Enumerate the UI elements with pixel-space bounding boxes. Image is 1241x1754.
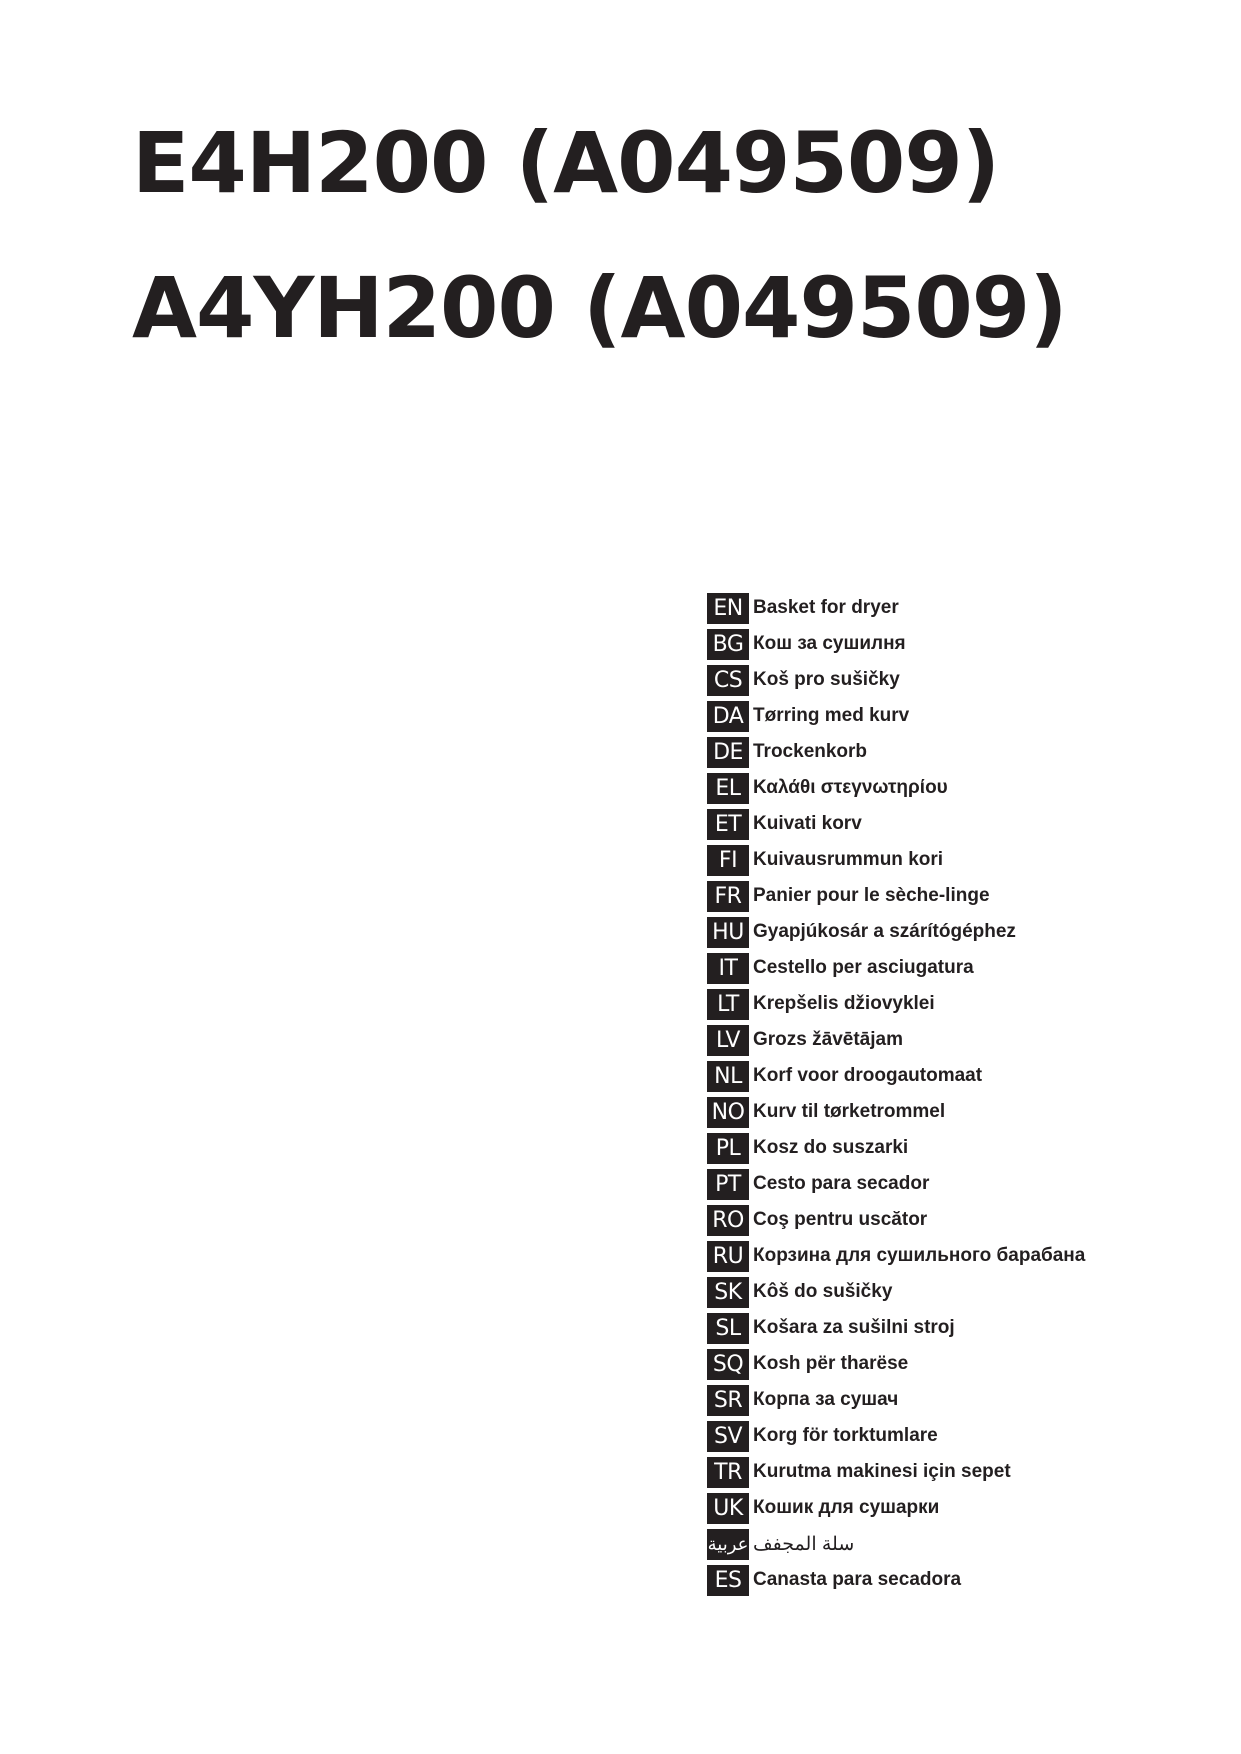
language-code-badge: BG: [707, 629, 749, 660]
language-product-name: Cestello per asciugatura: [753, 957, 974, 978]
language-product-name: سلة المجفف: [753, 1533, 855, 1555]
language-code-badge: عربية: [707, 1529, 749, 1560]
language-product-name: Korg för torktumlare: [753, 1425, 938, 1446]
language-row: [707, 1418, 1085, 1454]
language-row: [707, 734, 1085, 770]
language-code-badge: ET: [707, 809, 749, 840]
language-code-badge: EL: [707, 773, 749, 804]
language-product-name: Корпа за сушач: [753, 1389, 899, 1410]
language-code-badge: SL: [707, 1313, 749, 1344]
language-code-badge: PT: [707, 1169, 749, 1200]
language-product-name: Кош за сушилня: [753, 633, 906, 654]
language-code-badge: SV: [707, 1421, 749, 1452]
language-code-badge: FI: [707, 845, 749, 876]
language-product-name: Trockenkorb: [753, 741, 868, 762]
language-row: [707, 1454, 1085, 1490]
language-product-name: Kôš do sušičky: [753, 1281, 893, 1302]
language-row: [707, 1094, 1085, 1130]
language-product-name: Basket for dryer: [753, 597, 899, 618]
language-product-name: Cesto para secador: [753, 1173, 930, 1194]
language-product-name: Kuivausrummun kori: [753, 849, 944, 870]
language-product-name: Gyapjúkosár a szárítógéphez: [753, 921, 1016, 942]
language-code-badge: CS: [707, 665, 749, 696]
language-product-name: Krepšelis džiovyklei: [753, 993, 935, 1014]
language-code-badge: LT: [707, 989, 749, 1020]
language-code-badge: HU: [707, 917, 749, 948]
language-row: [707, 1022, 1085, 1058]
language-product-name: Koš pro sušičky: [753, 669, 900, 690]
language-code-badge: SR: [707, 1385, 749, 1416]
language-row: [707, 1490, 1085, 1526]
language-product-name: Корзина для сушильного барабана: [753, 1245, 1086, 1266]
language-row: [707, 842, 1085, 878]
language-row: [707, 1058, 1085, 1094]
language-row: [707, 914, 1085, 950]
language-product-name: Kurutma makinesi için sepet: [753, 1461, 1011, 1482]
language-code-badge: SK: [707, 1277, 749, 1308]
language-row: [707, 1166, 1085, 1202]
language-code-badge: TR: [707, 1457, 749, 1488]
language-row: [707, 878, 1085, 914]
language-code-badge: FR: [707, 881, 749, 912]
language-product-name: Tørring med kurv: [753, 705, 910, 726]
language-product-name: Grozs žāvētājam: [753, 1029, 903, 1050]
language-row: [707, 1238, 1085, 1274]
language-code-badge: DA: [707, 701, 749, 732]
language-code-badge: IT: [707, 953, 749, 984]
language-row: [707, 1130, 1085, 1166]
language-code-badge: EN: [707, 593, 749, 624]
language-code-badge: NL: [707, 1061, 749, 1092]
language-product-name: Košara za sušilni stroj: [753, 1317, 955, 1338]
language-row: [707, 1202, 1085, 1238]
language-row: [707, 1526, 1085, 1562]
language-product-name: Kosz do suszarki: [753, 1137, 909, 1158]
language-product-name: Кошик для сушарки: [753, 1497, 940, 1518]
language-code-badge: ES: [707, 1565, 749, 1596]
language-row: [707, 806, 1085, 842]
language-row: [707, 986, 1085, 1022]
language-row: [707, 1346, 1085, 1382]
language-code-badge: PL: [707, 1133, 749, 1164]
language-row: [707, 1562, 1085, 1598]
language-row: [707, 1382, 1085, 1418]
language-row: [707, 1310, 1085, 1346]
language-product-name: Καλάθι στεγνωτηρίου: [753, 777, 948, 798]
language-code-badge: SQ: [707, 1349, 749, 1380]
language-product-name: Korf voor droogautomaat: [753, 1065, 983, 1086]
language-code-badge: RO: [707, 1205, 749, 1236]
language-code-badge: DE: [707, 737, 749, 768]
language-row: [707, 770, 1085, 806]
language-row: [707, 662, 1085, 698]
language-row: [707, 1274, 1085, 1310]
language-list: [707, 590, 1085, 1598]
language-row: [707, 590, 1085, 626]
model-title-secondary: A4YH200 (A049509): [132, 259, 1067, 357]
language-code-badge: RU: [707, 1241, 749, 1272]
language-product-name: Panier pour le sèche-linge: [753, 885, 990, 906]
language-row: [707, 698, 1085, 734]
language-row: [707, 950, 1085, 986]
language-product-name: Coş pentru uscător: [753, 1209, 928, 1230]
language-product-name: Kuivati korv: [753, 813, 862, 834]
model-title-primary: E4H200 (A049509): [132, 114, 1000, 212]
language-row: [707, 626, 1085, 662]
language-product-name: Kosh për tharëse: [753, 1353, 909, 1374]
language-product-name: Kurv til tørketrommel: [753, 1101, 946, 1122]
language-code-badge: UK: [707, 1493, 749, 1524]
language-code-badge: NO: [707, 1097, 749, 1128]
language-product-name: Canasta para secadora: [753, 1569, 962, 1590]
language-code-badge: LV: [707, 1025, 749, 1056]
